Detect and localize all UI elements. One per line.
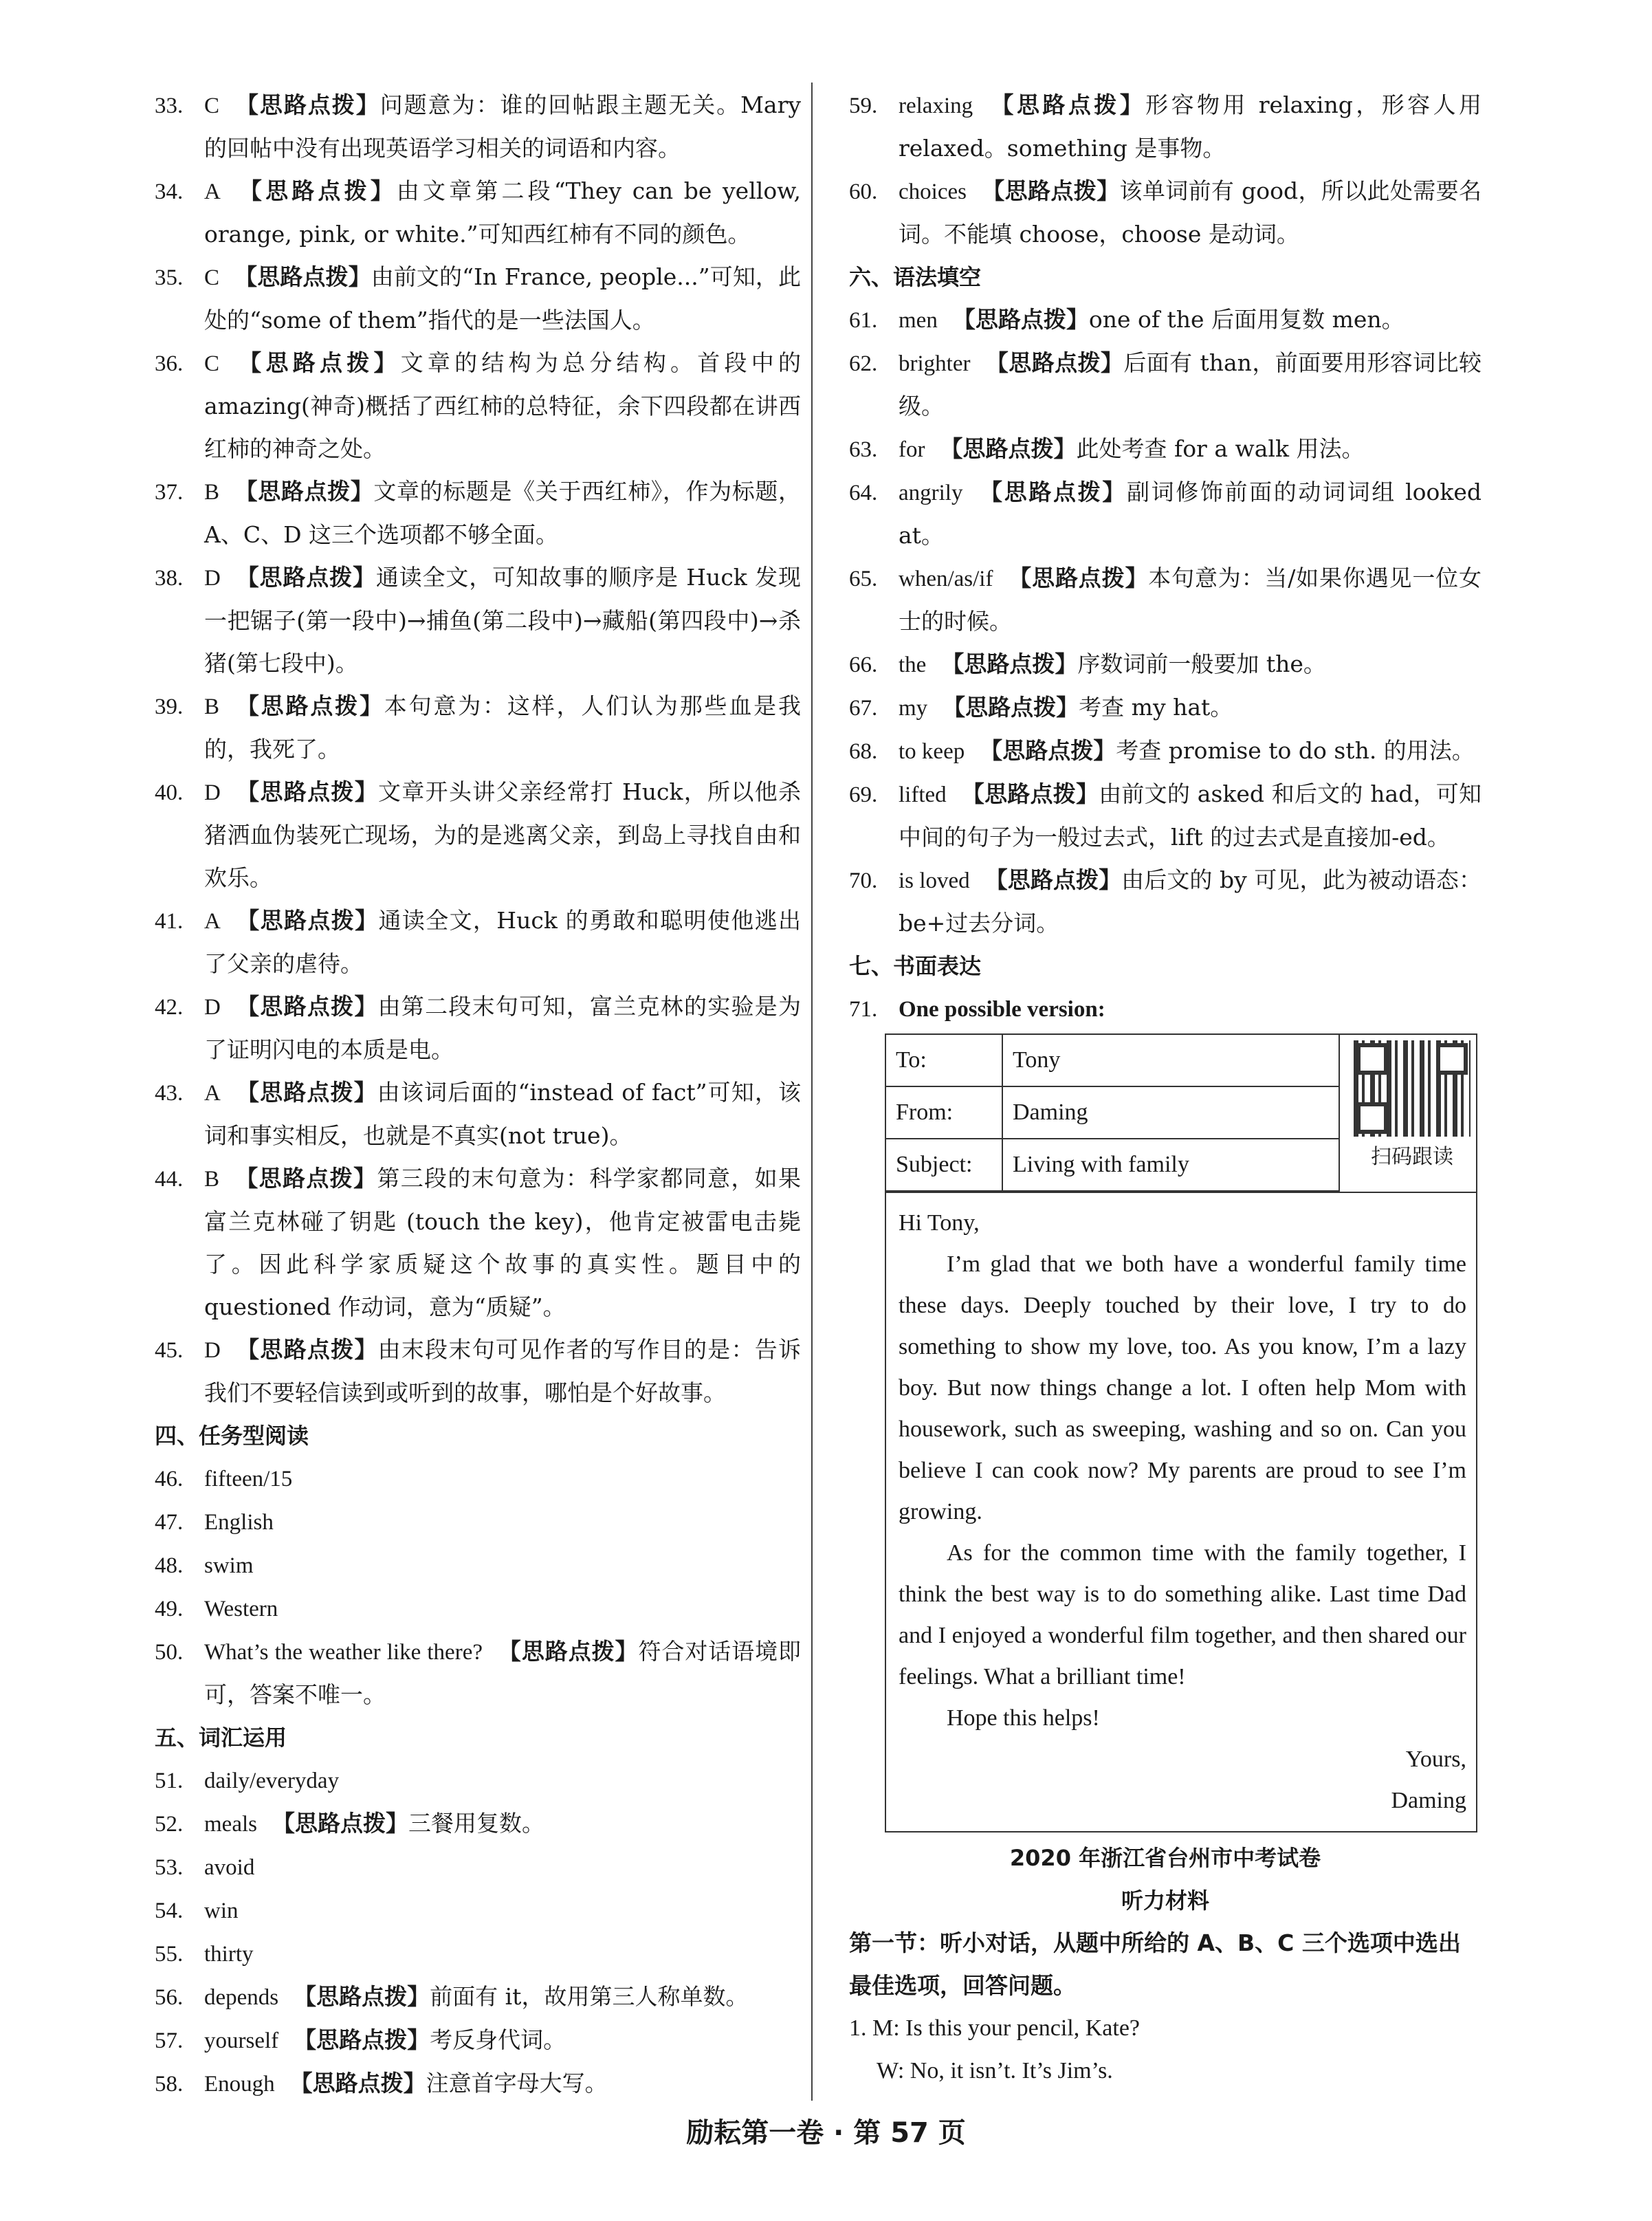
item-number: 44. — [155, 1167, 184, 1192]
answer-list-33-45 — [155, 84, 801, 1414]
hint-text: 文章的结构为总分结构。首段中的 amazing(神奇)概括了西红柿的总特征，余下四段都在讲西红柿的神奇之处。 — [204, 349, 802, 462]
answer-item — [155, 342, 801, 470]
hint-text: 本句意为：这样，人们认为那些血是我的，我死了。 — [204, 692, 802, 763]
answer-item — [155, 2019, 801, 2062]
answer-item — [155, 84, 801, 170]
hint-text: 序数词前一般要加 the。 — [1077, 650, 1326, 677]
answer-item — [155, 1759, 801, 1802]
item-number: 34. — [155, 179, 184, 204]
answer-item — [849, 557, 1482, 643]
email-box — [885, 1033, 1477, 1832]
greeting: Hi Tony, — [899, 1210, 980, 1236]
answer-item — [155, 1071, 801, 1157]
hint-text: 通读全文，Huck 的勇敢和聪明使他逃出了父亲的虐待。 — [204, 907, 802, 977]
hint-tag: 【思路点拨】 — [943, 694, 1079, 721]
qr-caption: 扫码跟读 — [1371, 1145, 1453, 1169]
hint-text: 第三段的末句意为：科学家都同意，如果富兰克林碰了钥匙 (touch the key)，他肯定被雷电击毙了。因此科学家质疑这个故事的真实性。题目中的 questioned 作动词，意为“质疑”。 — [204, 1165, 802, 1320]
hint-text: 通读全文，可知故事的顺序是 Huck 发现一把锯子(第一段中)→捕鱼(第二段中)→藏船(第四段中)→杀猪(第七段中)。 — [204, 564, 801, 677]
item-number: 51. — [155, 1769, 184, 1793]
item-number: 47. — [155, 1510, 184, 1535]
item-number: 48. — [155, 1553, 184, 1578]
hint-tag: 【思路点拨】 — [294, 2026, 430, 2053]
item-number: 56. — [155, 1985, 184, 2010]
item-answer: A — [204, 179, 221, 204]
subject-value: Living with family — [1002, 1139, 1339, 1191]
hint-text: 后面有 than，前面要用形容词比较级。 — [899, 349, 1482, 419]
hint-tag: 【思路点拨】 — [235, 1079, 377, 1106]
item-answer: to keep — [899, 739, 965, 764]
answer-item — [155, 556, 801, 685]
hint-tag: 【思路点拨】 — [234, 692, 384, 719]
item-answer: D — [204, 995, 221, 1020]
item-number: 43. — [155, 1081, 184, 1106]
item-answer: lifted — [899, 783, 947, 807]
answer-item — [155, 1976, 801, 2019]
hint-text: 副词修饰前面的动词词组 looked at。 — [899, 479, 1482, 549]
item-number: 60. — [849, 179, 878, 204]
hint-tag: 【思路点拨】 — [235, 907, 379, 934]
q71-entry — [849, 987, 1482, 1031]
item-answer: B — [204, 694, 220, 719]
answer-item — [155, 1846, 801, 1889]
hint-text: 由文章第二段“They can be yellow, orange, pink, or white.”可知西红柿有不同的颜色。 — [204, 177, 802, 248]
item-answer: my — [899, 696, 928, 721]
paragraph-3: Hope this helps! — [947, 1705, 1100, 1731]
hint-tag: 【思路点拨】 — [980, 737, 1116, 764]
dialog-line-2: W: No, it isn’t. It’s Jim’s. — [877, 2058, 1113, 2083]
hint-text: 形容物用 relaxing，形容人用 relaxed。something 是事物。 — [899, 91, 1482, 162]
answer-item — [155, 899, 801, 985]
answer-item — [155, 1328, 801, 1414]
answer-item — [155, 1802, 801, 1846]
item-number: 67. — [849, 696, 878, 721]
hint-text: 由第二段末句可知，富兰克林的实验是为了证明闪电的本质是电。 — [204, 993, 802, 1063]
item-number: 50. — [155, 1640, 184, 1665]
answer-item — [155, 1544, 801, 1587]
item-number: 69. — [849, 783, 878, 807]
item-number: 65. — [849, 567, 878, 591]
hint-text: 由前文的 asked 和后文的 had，可知中间的句子为一般过去式，lift 的过去式是直接加-ed。 — [899, 780, 1482, 851]
hint-tag: 【思路点拨】 — [272, 1810, 408, 1837]
item-number: 33. — [155, 94, 184, 118]
hint-text: 由该词后面的“instead of fact”可知，该词和事实相反，也就是不真实(not true)。 — [204, 1079, 802, 1149]
dialog-line-1: 1. M: Is this your pencil, Kate? — [849, 2015, 1141, 2041]
hint-text: 文章开头讲父亲经常打 Huck，所以他杀猪洒血伪装死亡现场，为的是逃离父亲，到岛上寻找自由和欢乐。 — [204, 778, 802, 891]
item-answer: yourself — [204, 2028, 279, 2053]
hint-text: 问题意为：谁的回帖跟主题无关。Mary 的回帖中没有出现英语学习相关的词语和内容。 — [204, 91, 801, 162]
item-answer: is loved — [899, 868, 970, 893]
section-7-heading: 七、书面表达 — [849, 953, 982, 979]
hint-tag: 【思路点拨】 — [940, 435, 1077, 462]
answer-item — [155, 1889, 801, 1932]
hint-text: 符合对话语境即可，答案不唯一。 — [204, 1638, 802, 1708]
item-answer: B — [204, 480, 220, 505]
answer-item — [849, 428, 1482, 471]
answer-item — [849, 859, 1482, 945]
answer-item — [155, 170, 801, 256]
section-6-heading: 六、语法填空 — [849, 264, 982, 290]
answer-item — [849, 84, 1482, 170]
item-number: 59. — [849, 94, 878, 118]
hint-text: 考反身代词。 — [430, 2026, 566, 2053]
hint-text: 本句意为：当/如果你遇见一位女士的时候。 — [899, 565, 1482, 635]
answer-item — [155, 2062, 801, 2105]
item-number: 66. — [849, 653, 878, 677]
hint-text: 此处考查 for a walk 用法。 — [1076, 435, 1365, 462]
paragraph-1: I’m glad that we both have a wonderful family time these days. Deeply touched by their love, I try to do something to show my love, too. As you know, I’m a lazy boy. But now things change a lot. I often help Mom with housework, such as sweeping, washing and so on. Can you believe I can cook now? My parents are proud to see I’m growing. — [899, 1251, 1466, 1524]
item-number: 58. — [155, 2072, 184, 2097]
listening-title: 听力材料 — [1121, 1888, 1209, 1914]
to-value: Tony — [1002, 1035, 1339, 1086]
hint-tag: 【思路点拨】 — [978, 479, 1127, 505]
item-answer: avoid — [204, 1855, 255, 1880]
answer-list-46-50 — [155, 1457, 801, 1716]
item-answer: fifteen/15 — [204, 1467, 293, 1491]
item-number: 41. — [155, 909, 184, 934]
hint-text: 三餐用复数。 — [408, 1810, 544, 1837]
answer-item — [155, 985, 801, 1071]
hint-text: 前面有 it，故用第三人称单数。 — [430, 1983, 749, 2010]
answer-item — [155, 1630, 801, 1716]
hint-tag: 【思路点拨】 — [289, 2070, 426, 2097]
item-number: 63. — [849, 437, 878, 462]
hint-tag: 【思路点拨】 — [988, 91, 1146, 118]
item-answer: for — [899, 437, 925, 462]
item-answer: thirty — [204, 1942, 254, 1967]
hint-text: 考查 my hat。 — [1079, 694, 1233, 721]
hint-tag: 【思路点拨】 — [294, 1983, 430, 2010]
hint-tag: 【思路点拨】 — [234, 478, 374, 505]
item-answer: D — [204, 1338, 221, 1363]
item-number: 54. — [155, 1899, 184, 1923]
email-body — [886, 1192, 1476, 1831]
item-number: 53. — [155, 1855, 184, 1880]
signature: Daming — [1391, 1788, 1466, 1813]
item-number: 68. — [849, 739, 878, 764]
hint-tag: 【思路点拨】 — [961, 780, 1099, 807]
hint-tag: 【思路点拨】 — [981, 177, 1120, 204]
item-answer: Western — [204, 1597, 278, 1621]
hint-tag: 【思路点拨】 — [1008, 565, 1149, 591]
hint-text: 考查 promise to do sth. 的用法。 — [1116, 737, 1475, 764]
item-answer: C — [204, 351, 220, 376]
item-answer: swim — [204, 1553, 254, 1578]
item-number: 37. — [155, 480, 184, 505]
item-number: 39. — [155, 694, 184, 719]
item-number: 70. — [849, 868, 878, 893]
item-number: 45. — [155, 1338, 184, 1363]
item-number: 36. — [155, 351, 184, 376]
subject-label: Subject: — [886, 1139, 1002, 1191]
item-number: 55. — [155, 1942, 184, 1967]
item-number: 40. — [155, 780, 184, 805]
item-answer: daily/everyday — [204, 1769, 340, 1793]
item-number: 38. — [155, 566, 184, 591]
hint-text: 由前文的“In France, people...”可知，此处的“some of them”指代的是一些法国人。 — [204, 263, 802, 333]
answer-item — [155, 256, 801, 342]
answer-item — [849, 686, 1482, 730]
hint-tag: 【思路点拨】 — [498, 1638, 639, 1665]
item-answer: when/as/if — [899, 567, 993, 591]
answer-list-59-60 — [849, 84, 1482, 256]
hint-tag: 【思路点拨】 — [234, 349, 401, 376]
answer-list-61-70 — [849, 298, 1482, 945]
item-number: 49. — [155, 1597, 184, 1621]
item-number: 62. — [849, 351, 878, 376]
item-answer: A — [204, 909, 221, 934]
qr-code-icon[interactable] — [1354, 1040, 1471, 1137]
hint-tag: 【思路点拨】 — [941, 650, 1078, 677]
answer-item — [155, 1587, 801, 1630]
answer-item — [849, 342, 1482, 428]
item-number: 61. — [849, 308, 878, 333]
section-5-heading: 五、词汇运用 — [155, 1725, 287, 1751]
hint-tag: 【思路点拨】 — [235, 778, 379, 805]
hint-tag: 【思路点拨】 — [235, 993, 378, 1020]
section-4-heading: 四、任务型阅读 — [155, 1423, 309, 1449]
answer-item — [849, 471, 1482, 557]
item-answer: English — [204, 1510, 274, 1535]
item-answer: C — [204, 94, 220, 118]
hint-text: 文章的标题是《关于西红柿》，作为标题，A、C、D 这三个选项都不够全面。 — [204, 478, 802, 548]
answer-item — [155, 1457, 801, 1500]
item-answer: meals — [204, 1812, 257, 1837]
q71-label: One possible version: — [899, 997, 1105, 1022]
hint-tag: 【思路点拨】 — [952, 306, 1089, 333]
item-answer: Enough — [204, 2072, 275, 2097]
to-label: To: — [886, 1035, 1002, 1086]
hint-text: 由末段末句可见作者的写作目的是：告诉我们不要轻信读到或听到的故事，哪怕是个好故事。 — [204, 1336, 802, 1406]
hint-text: 由后文的 by 可见，此为被动语态：be+过去分词。 — [899, 866, 1482, 937]
hint-text: one of the 后面用复数 men。 — [1088, 306, 1405, 333]
item-answer: relaxing — [899, 94, 973, 118]
answer-item — [155, 1932, 801, 1976]
hint-text: 该单词前有 good，所以此处需要名词。不能填 choose，choose 是动词。 — [899, 177, 1482, 248]
item-answer: D — [204, 780, 221, 805]
right-column — [849, 84, 1482, 2092]
item-answer: What’s the weather like there? — [204, 1640, 483, 1665]
item-answer: C — [204, 265, 220, 290]
answer-item — [849, 298, 1482, 342]
exam-title: 2020 年浙江省台州市中考试卷 — [1009, 1845, 1321, 1871]
item-number: 42. — [155, 995, 184, 1020]
item-answer: angrily — [899, 481, 963, 505]
item-answer: choices — [899, 179, 967, 204]
answer-item — [849, 170, 1482, 256]
answer-item — [155, 1500, 801, 1544]
hint-tag: 【思路点拨】 — [985, 349, 1124, 376]
item-answer: win — [204, 1899, 239, 1923]
hint-text: 注意首字母大写。 — [426, 2070, 608, 2097]
hint-tag: 【思路点拨】 — [235, 177, 397, 204]
hint-tag: 【思路点拨】 — [234, 91, 380, 118]
hint-tag: 【思路点拨】 — [235, 564, 376, 591]
answer-list-51-58 — [155, 1759, 801, 2105]
answer-item — [849, 773, 1482, 859]
page-footer: 励耘第一卷 · 第 57 页 — [686, 2117, 966, 2149]
from-value: Daming — [1002, 1086, 1339, 1139]
item-number: 57. — [155, 2028, 184, 2053]
item-number: 52. — [155, 1812, 184, 1837]
item-answer: the — [899, 653, 927, 677]
item-answer: A — [204, 1081, 221, 1106]
answer-item — [849, 643, 1482, 686]
email-header-table — [886, 1035, 1340, 1192]
closing: Yours, — [1405, 1747, 1466, 1772]
hint-tag: 【思路点拨】 — [234, 1165, 377, 1192]
from-label: From: — [886, 1086, 1002, 1139]
q71-number: 71. — [849, 997, 878, 1022]
item-number: 46. — [155, 1467, 184, 1491]
answer-item — [155, 685, 801, 771]
hint-tag: 【思路点拨】 — [234, 263, 371, 290]
column-divider — [811, 83, 813, 2101]
item-answer: B — [204, 1167, 220, 1192]
item-answer: men — [899, 308, 938, 333]
item-answer: brighter — [899, 351, 971, 376]
hint-tag: 【思路点拨】 — [984, 866, 1122, 893]
answer-item — [849, 730, 1482, 773]
left-column — [155, 84, 801, 2105]
paragraph-2: As for the common time with the family together, I think the best way is to do something alike. Last time Dad and I enjoyed a wonderful film together, and then shared our feelings. What a brilliant time! — [899, 1540, 1466, 1689]
item-number: 35. — [155, 265, 184, 290]
answer-item — [155, 470, 801, 556]
item-answer: D — [204, 566, 221, 591]
hint-tag: 【思路点拨】 — [235, 1336, 378, 1363]
answer-item — [155, 771, 801, 899]
part-1-instructions: 第一节：听小对话，从题中所给的 A、B、C 三个选项中选出最佳选项，回答问题。 — [849, 1929, 1461, 1999]
item-number: 64. — [849, 481, 878, 505]
answer-item — [155, 1157, 801, 1328]
item-answer: depends — [204, 1985, 279, 2010]
